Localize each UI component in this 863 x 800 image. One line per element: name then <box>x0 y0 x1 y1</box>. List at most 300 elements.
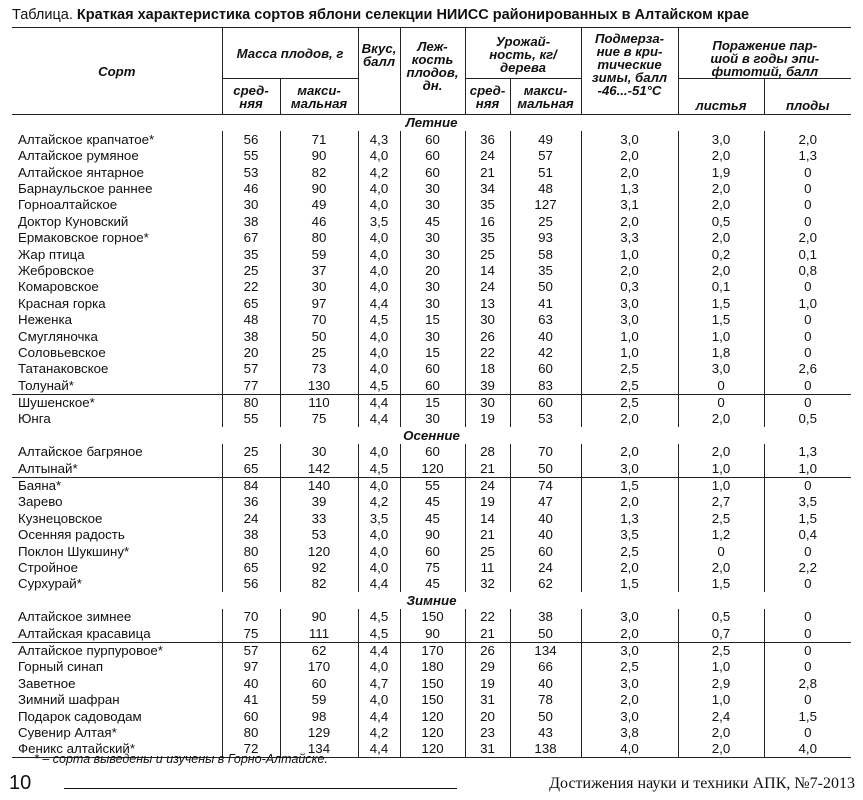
table-cell: 2,0 <box>678 263 764 279</box>
table-cell: 4,0 <box>358 344 400 360</box>
table-cell: 49 <box>280 197 358 213</box>
table-cell: 35 <box>465 230 510 246</box>
table-cell: 78 <box>510 692 581 708</box>
table-cell: 2,5 <box>581 543 678 559</box>
table-row <box>12 279 851 295</box>
table-cell: 66 <box>510 659 581 675</box>
table-cell: 4,4 <box>358 411 400 427</box>
header-frost: Подмерза- ние в кри- тические зимы, балл -46...-51°С <box>581 28 678 115</box>
table-cell: 4,5 <box>358 377 400 394</box>
table-cell: 46 <box>280 213 358 229</box>
table-cell: 82 <box>280 576 358 592</box>
variety-name: Феникс алтайский* <box>18 741 135 757</box>
table-cell: 3,5 <box>764 494 851 510</box>
table-cell: 22 <box>222 279 280 295</box>
table-cell: 34 <box>465 181 510 197</box>
table-cell: 30 <box>280 279 358 295</box>
variety-name: Стройное <box>18 559 79 575</box>
table-cell: 60 <box>400 131 465 147</box>
table-cell: 90 <box>280 609 358 625</box>
table-cell: 4,5 <box>358 460 400 477</box>
table-row <box>12 576 851 592</box>
table-cell: 60 <box>510 361 581 377</box>
table-row <box>12 230 851 246</box>
table-cell: 31 <box>465 741 510 758</box>
table-caption <box>12 7 857 23</box>
table-cell: 45 <box>400 510 465 526</box>
section-title: Летние <box>405 115 458 131</box>
table-cell: 23 <box>465 724 510 740</box>
table-cell: 1,2 <box>678 527 764 543</box>
table-cell: 19 <box>465 675 510 691</box>
table-cell: 2,0 <box>581 494 678 510</box>
table-cell: 2,4 <box>678 708 764 724</box>
table-cell: 3,0 <box>678 361 764 377</box>
variety-name: Зимний шафран <box>18 692 120 708</box>
footer-rule <box>64 788 457 789</box>
table-cell: 1,5 <box>581 576 678 592</box>
table-cell: 40 <box>510 527 581 543</box>
header-keeping: Леж- кость плодов, дн. <box>400 28 465 115</box>
table-cell: 2,0 <box>678 181 764 197</box>
table-cell: 32 <box>465 576 510 592</box>
table-cell: 0,7 <box>678 625 764 642</box>
table-row <box>12 444 851 460</box>
table-cell: 53 <box>222 164 280 180</box>
table-cell: 0 <box>764 659 851 675</box>
caption-prefix: Таблица. <box>12 7 77 23</box>
table-cell: 0 <box>764 164 851 180</box>
table-cell: 30 <box>400 279 465 295</box>
table-cell: 2,0 <box>678 230 764 246</box>
table-cell: 134 <box>510 642 581 659</box>
variety-name: Неженка <box>18 312 72 328</box>
table-cell: 4,0 <box>358 477 400 494</box>
table-cell: 0,5 <box>678 609 764 625</box>
table-cell: 150 <box>400 692 465 708</box>
header-taste: Вкус, балл <box>358 28 400 115</box>
table-cell: 65 <box>222 560 280 576</box>
table-cell: 1,3 <box>581 510 678 526</box>
table-cell: 0,3 <box>581 279 678 295</box>
table-cell: 53 <box>280 527 358 543</box>
table-cell: 0,2 <box>678 246 764 262</box>
table-cell: 4,0 <box>358 560 400 576</box>
table-cell: 24 <box>465 477 510 494</box>
table-cell: 77 <box>222 377 280 394</box>
table-cell: 20 <box>400 263 465 279</box>
table-cell: 41 <box>222 692 280 708</box>
variety-name: Шушенское* <box>12 394 222 411</box>
table-cell: 0 <box>764 609 851 625</box>
table-row <box>12 131 851 147</box>
table-cell: 120 <box>400 460 465 477</box>
section-title: Осенние <box>403 427 460 443</box>
table-cell: 1,5 <box>678 295 764 311</box>
table-cell: 67 <box>222 230 280 246</box>
table-cell: 45 <box>400 213 465 229</box>
table-cell: 24 <box>465 148 510 164</box>
variety-name: Осенняя радость <box>18 527 125 543</box>
header-mass-avg: сред- няя <box>222 79 280 115</box>
table-row <box>12 543 851 559</box>
table-cell: 2,0 <box>581 625 678 642</box>
table-cell: 4,0 <box>358 263 400 279</box>
table-cell: 3,5 <box>581 527 678 543</box>
table-cell: 25 <box>222 263 280 279</box>
variety-name: Поклон Шукшину* <box>18 543 130 559</box>
table-row <box>12 263 851 279</box>
table-cell: 2,7 <box>678 494 764 510</box>
variety-name: Алтайское румяное <box>18 148 139 164</box>
table-cell: 4,4 <box>358 576 400 592</box>
table-cell: 19 <box>465 494 510 510</box>
table-row <box>12 246 851 262</box>
variety-name: Юнга <box>18 411 51 427</box>
table-cell: 15 <box>400 394 465 411</box>
variety-name: Толунай* <box>18 377 74 393</box>
table-cell: 90 <box>400 625 465 642</box>
table-cell: 33 <box>280 510 358 526</box>
table-cell: 1,3 <box>581 181 678 197</box>
table-cell: 0,8 <box>764 263 851 279</box>
table-cell: 90 <box>400 527 465 543</box>
table-row <box>12 394 851 411</box>
table-cell: 50 <box>280 328 358 344</box>
table-row <box>12 477 851 494</box>
table-cell: 16 <box>465 213 510 229</box>
table-cell: 0 <box>764 344 851 360</box>
table-cell: 15 <box>400 344 465 360</box>
table-row <box>12 344 851 360</box>
table-row <box>12 494 851 510</box>
table-cell: 21 <box>465 625 510 642</box>
table-cell: 50 <box>510 279 581 295</box>
table-cell: 0 <box>764 477 851 494</box>
table-cell: 38 <box>222 328 280 344</box>
table-cell: 0 <box>764 543 851 559</box>
table-cell: 0 <box>764 197 851 213</box>
table-cell: 65 <box>222 460 280 477</box>
table-cell: 0 <box>764 181 851 197</box>
table-cell: 82 <box>280 164 358 180</box>
table-cell: 36 <box>222 494 280 510</box>
table-cell: 0,1 <box>678 279 764 295</box>
table-body <box>12 115 851 758</box>
table-row <box>12 460 851 477</box>
table-cell: 35 <box>510 263 581 279</box>
table-cell: 90 <box>280 181 358 197</box>
table-cell: 4,0 <box>358 527 400 543</box>
table-row <box>12 675 851 691</box>
varieties-table <box>12 27 851 758</box>
table-cell: 84 <box>222 477 280 494</box>
table-cell: 1,0 <box>581 246 678 262</box>
table-cell: 1,5 <box>678 312 764 328</box>
table-cell: 2,0 <box>581 213 678 229</box>
table-cell: 57 <box>222 642 280 659</box>
table-cell: 25 <box>510 213 581 229</box>
table-cell: 47 <box>510 494 581 510</box>
table-cell: 90 <box>280 148 358 164</box>
table-cell: 93 <box>510 230 581 246</box>
table-cell: 0 <box>764 642 851 659</box>
table-cell: 25 <box>280 344 358 360</box>
table-cell: 35 <box>222 246 280 262</box>
variety-name: Алтайское пурпуровое* <box>12 642 222 659</box>
table-cell: 55 <box>222 411 280 427</box>
table-cell: 60 <box>222 708 280 724</box>
table-cell: 0 <box>764 625 851 642</box>
table-cell: 2,0 <box>581 560 678 576</box>
table-cell: 1,0 <box>764 295 851 311</box>
table-cell: 55 <box>222 148 280 164</box>
table-cell: 59 <box>280 692 358 708</box>
table-cell: 92 <box>280 560 358 576</box>
table-cell: 3,5 <box>358 510 400 526</box>
table-cell: 4,0 <box>358 181 400 197</box>
table-cell: 2,5 <box>581 394 678 411</box>
table-cell: 150 <box>400 609 465 625</box>
table-cell: 70 <box>280 312 358 328</box>
table-cell: 2,0 <box>678 148 764 164</box>
table-cell: 39 <box>280 494 358 510</box>
table-cell: 4,0 <box>358 328 400 344</box>
variety-name: Зарево <box>18 494 63 510</box>
table-cell: 2,0 <box>581 411 678 427</box>
table-cell: 4,3 <box>358 131 400 147</box>
variety-name: Соловьевское <box>18 344 106 360</box>
table-cell: 30 <box>400 328 465 344</box>
table-cell: 43 <box>510 724 581 740</box>
table-cell: 38 <box>222 527 280 543</box>
table-cell: 19 <box>465 411 510 427</box>
table-cell: 138 <box>510 741 581 758</box>
table-cell: 13 <box>465 295 510 311</box>
table-cell: 0,4 <box>764 527 851 543</box>
table-cell: 120 <box>280 543 358 559</box>
variety-name: Доктор Куновский <box>18 213 129 229</box>
table-cell: 4,5 <box>358 312 400 328</box>
table-cell: 2,5 <box>678 642 764 659</box>
variety-name: Горный синап <box>18 659 104 675</box>
table-cell: 80 <box>280 230 358 246</box>
table-cell: 0 <box>678 543 764 559</box>
table-cell: 0 <box>678 377 764 394</box>
table-cell: 170 <box>280 659 358 675</box>
table-cell: 60 <box>400 543 465 559</box>
table-cell: 0 <box>764 692 851 708</box>
table-cell: 4,4 <box>358 642 400 659</box>
table-cell: 0 <box>764 328 851 344</box>
table-cell: 24 <box>222 510 280 526</box>
table-cell: 134 <box>280 741 358 758</box>
table-cell: 80 <box>222 543 280 559</box>
variety-name: Баяна* <box>12 477 222 494</box>
table-cell: 70 <box>510 444 581 460</box>
table-cell: 2,0 <box>581 263 678 279</box>
table-cell: 129 <box>280 724 358 740</box>
table-cell: 1,0 <box>581 344 678 360</box>
table-cell: 14 <box>465 263 510 279</box>
table-cell: 180 <box>400 659 465 675</box>
table-row <box>12 377 851 394</box>
table-cell: 59 <box>280 246 358 262</box>
section-row <box>12 592 851 608</box>
table-cell: 4,4 <box>358 708 400 724</box>
table-cell: 40 <box>222 675 280 691</box>
table-cell: 1,0 <box>678 659 764 675</box>
table-cell: 1,5 <box>581 477 678 494</box>
table-cell: 41 <box>510 295 581 311</box>
table-cell: 72 <box>222 741 280 758</box>
table-cell: 21 <box>465 527 510 543</box>
table-cell: 24 <box>465 279 510 295</box>
table-cell: 45 <box>400 576 465 592</box>
table-cell: 2,0 <box>678 444 764 460</box>
table-row <box>12 295 851 311</box>
table-cell: 1,5 <box>764 708 851 724</box>
header-mass-max: макси- мальная <box>280 79 358 115</box>
table-cell: 2,0 <box>678 560 764 576</box>
table-cell: 0,5 <box>678 213 764 229</box>
table-cell: 4,2 <box>358 164 400 180</box>
header-yield-max: макси- мальная <box>510 79 581 115</box>
footnote: * – сорта выведены и изучены в Горно-Алтайске. <box>34 752 328 766</box>
table-cell: 4,0 <box>358 659 400 675</box>
table-cell: 40 <box>510 510 581 526</box>
table-cell: 70 <box>222 609 280 625</box>
table-cell: 2,5 <box>581 377 678 394</box>
table-cell: 4,0 <box>764 741 851 758</box>
table-cell: 0 <box>678 394 764 411</box>
table-cell: 1,0 <box>678 328 764 344</box>
table-cell: 60 <box>400 164 465 180</box>
table-cell: 30 <box>280 444 358 460</box>
table-cell: 1,8 <box>678 344 764 360</box>
table-cell: 4,0 <box>358 197 400 213</box>
table-cell: 3,5 <box>358 213 400 229</box>
table-cell: 1,0 <box>764 460 851 477</box>
table-cell: 60 <box>400 361 465 377</box>
table-row <box>12 560 851 576</box>
table-cell: 3,0 <box>678 131 764 147</box>
variety-name: Жар птица <box>18 246 85 262</box>
table-cell: 142 <box>280 460 358 477</box>
table-cell: 130 <box>280 377 358 394</box>
table-cell: 75 <box>222 625 280 642</box>
table-cell: 1,0 <box>678 460 764 477</box>
table-cell: 30 <box>400 230 465 246</box>
table-cell: 75 <box>280 411 358 427</box>
table-cell: 62 <box>280 642 358 659</box>
table-cell: 25 <box>465 246 510 262</box>
table-cell: 4,4 <box>358 394 400 411</box>
table-cell: 2,8 <box>764 675 851 691</box>
table-cell: 46 <box>222 181 280 197</box>
table-cell: 38 <box>510 609 581 625</box>
variety-name: Алтайское янтарное <box>18 164 144 180</box>
header-yield-avg: сред- няя <box>465 79 510 115</box>
table-cell: 2,0 <box>678 724 764 740</box>
table-cell: 150 <box>400 675 465 691</box>
table-cell: 4,0 <box>358 246 400 262</box>
table-cell: 60 <box>510 394 581 411</box>
table-cell: 2,5 <box>581 361 678 377</box>
table-cell: 22 <box>465 344 510 360</box>
table-cell: 50 <box>510 460 581 477</box>
table-row <box>12 328 851 344</box>
table-cell: 3,0 <box>581 675 678 691</box>
table-row <box>12 197 851 213</box>
table-row <box>12 527 851 543</box>
table-cell: 28 <box>465 444 510 460</box>
table-cell: 42 <box>510 344 581 360</box>
table-cell: 30 <box>400 197 465 213</box>
variety-name: Горноалтайское <box>18 197 118 213</box>
variety-name: Сувенир Алтая* <box>18 724 117 740</box>
table-cell: 24 <box>510 560 581 576</box>
table-cell: 60 <box>400 377 465 394</box>
table-row <box>12 411 851 427</box>
table-cell: 14 <box>465 510 510 526</box>
table-cell: 26 <box>465 328 510 344</box>
table-cell: 62 <box>510 576 581 592</box>
table-cell: 65 <box>222 295 280 311</box>
variety-name: Барнаульское раннее <box>18 181 153 196</box>
table-row <box>12 609 851 625</box>
table-cell: 120 <box>400 724 465 740</box>
table-cell: 53 <box>510 411 581 427</box>
table-cell: 39 <box>465 377 510 394</box>
table-cell: 2,2 <box>764 560 851 576</box>
table-cell: 0 <box>764 312 851 328</box>
table-cell: 60 <box>400 148 465 164</box>
table-cell: 58 <box>510 246 581 262</box>
section-row <box>12 427 851 443</box>
table-cell: 80 <box>222 394 280 411</box>
table-cell: 45 <box>400 494 465 510</box>
table-cell: 0 <box>764 213 851 229</box>
table-cell: 3,0 <box>581 642 678 659</box>
table-cell: 20 <box>465 708 510 724</box>
table-cell: 1,3 <box>764 444 851 460</box>
table-cell: 3,1 <box>581 197 678 213</box>
table-cell: 2,0 <box>764 230 851 246</box>
table-cell: 4,0 <box>358 543 400 559</box>
variety-name: Жебровское <box>18 262 95 278</box>
table-cell: 30 <box>465 394 510 411</box>
table-cell: 111 <box>280 625 358 642</box>
header-yield: Урожай- ность, кг/ дерева <box>465 28 581 79</box>
table-row <box>12 181 851 197</box>
table-cell: 4,0 <box>358 692 400 708</box>
table-cell: 97 <box>222 659 280 675</box>
table-cell: 60 <box>400 444 465 460</box>
table-cell: 4,0 <box>358 361 400 377</box>
variety-name: Алтайское крапчатое* <box>18 131 155 147</box>
table-cell: 2,0 <box>581 692 678 708</box>
table-cell: 0 <box>764 394 851 411</box>
variety-name: Алтайская красавица <box>18 625 151 641</box>
table-cell: 30 <box>222 197 280 213</box>
header-scab: Поражение пар- шой в годы эпи- фитотий, балл <box>678 28 851 79</box>
table-cell: 3,8 <box>581 724 678 740</box>
table-cell: 63 <box>510 312 581 328</box>
header-scab-leaves: листья <box>678 79 764 115</box>
table-cell: 4,4 <box>358 295 400 311</box>
table-row <box>12 625 851 642</box>
